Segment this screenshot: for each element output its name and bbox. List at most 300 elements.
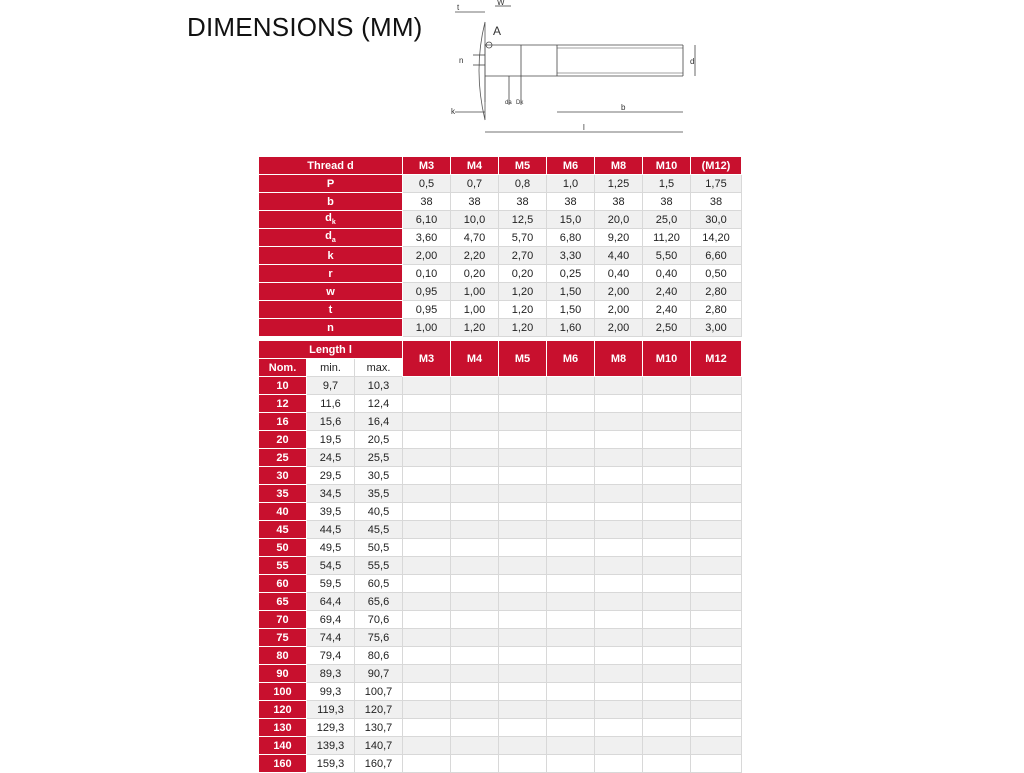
length-size-cell <box>499 485 547 503</box>
spec-value: 1,20 <box>451 319 499 337</box>
length-nominal: 60 <box>259 575 307 593</box>
length-size-cell <box>451 377 499 395</box>
spec-value: 6,10 <box>403 211 451 229</box>
spec-symbol <box>259 301 403 319</box>
length-size-cell <box>451 593 499 611</box>
length-nominal: 40 <box>259 503 307 521</box>
length-size-cell <box>547 377 595 395</box>
length-size-cell <box>691 449 742 467</box>
length-max: 90,7 <box>355 665 403 683</box>
length-size-cell <box>499 503 547 521</box>
spec-header-row <box>259 157 742 175</box>
length-size-cell <box>691 395 742 413</box>
length-size-cell <box>691 719 742 737</box>
length-size-cell <box>643 593 691 611</box>
length-size-cell <box>595 665 643 683</box>
label-dk: Dk <box>516 100 524 106</box>
spec-value: 1,00 <box>451 301 499 319</box>
length-size-cell <box>643 629 691 647</box>
spec-value: 3,00 <box>691 319 742 337</box>
spec-value: 5,70 <box>499 229 547 247</box>
length-max: 120,7 <box>355 701 403 719</box>
length-max: 45,5 <box>355 521 403 539</box>
spec-value: 38 <box>643 193 691 211</box>
length-size-cell <box>547 395 595 413</box>
label-w: W <box>497 0 505 7</box>
length-size-cell <box>499 683 547 701</box>
length-nominal: 160 <box>259 755 307 773</box>
length-nominal: 130 <box>259 719 307 737</box>
length-row <box>259 449 742 467</box>
length-size-cell <box>403 665 451 683</box>
length-nominal: 10 <box>259 377 307 395</box>
min-header: min. <box>307 359 355 377</box>
length-min: 49,5 <box>307 539 355 557</box>
length-size-cell <box>595 611 643 629</box>
length-size-header: M12 <box>691 341 742 377</box>
spec-value: 2,00 <box>403 247 451 265</box>
length-size-cell <box>643 539 691 557</box>
spec-symbol-sub: a <box>331 237 336 245</box>
length-row <box>259 665 742 683</box>
length-size-cell <box>451 737 499 755</box>
length-size-cell <box>643 467 691 485</box>
length-max: 130,7 <box>355 719 403 737</box>
spec-symbol-text: b <box>327 195 334 208</box>
spec-row <box>259 193 742 211</box>
length-row <box>259 485 742 503</box>
length-size-cell <box>499 737 547 755</box>
spec-value: 11,20 <box>643 229 691 247</box>
length-nominal: 12 <box>259 395 307 413</box>
length-max: 40,5 <box>355 503 403 521</box>
length-size-cell <box>499 755 547 773</box>
length-size-cell <box>691 755 742 773</box>
length-size-cell <box>403 611 451 629</box>
length-row <box>259 629 742 647</box>
spec-value: 1,50 <box>547 283 595 301</box>
spec-value: 0,50 <box>691 265 742 283</box>
spec-value: 1,0 <box>547 175 595 193</box>
length-size-cell <box>691 683 742 701</box>
length-nominal: 45 <box>259 521 307 539</box>
length-size-cell <box>499 431 547 449</box>
length-min: 11,6 <box>307 395 355 413</box>
length-max: 75,6 <box>355 629 403 647</box>
length-nominal: 55 <box>259 557 307 575</box>
length-size-cell <box>643 449 691 467</box>
spec-symbol <box>259 283 403 301</box>
length-size-cell <box>595 539 643 557</box>
spec-value: 4,70 <box>451 229 499 247</box>
length-size-cell <box>595 467 643 485</box>
length-size-cell <box>451 521 499 539</box>
spec-value: 2,00 <box>595 319 643 337</box>
spec-value: 0,20 <box>499 265 547 283</box>
length-size-cell <box>403 521 451 539</box>
length-size-cell <box>547 503 595 521</box>
length-size-cell <box>691 665 742 683</box>
length-size-cell <box>547 683 595 701</box>
length-size-cell <box>451 647 499 665</box>
length-size-cell <box>643 485 691 503</box>
spec-value: 0,8 <box>499 175 547 193</box>
length-min: 64,4 <box>307 593 355 611</box>
length-min: 99,3 <box>307 683 355 701</box>
length-min: 159,3 <box>307 755 355 773</box>
length-max: 30,5 <box>355 467 403 485</box>
length-size-cell <box>403 575 451 593</box>
length-size-cell <box>403 647 451 665</box>
length-size-cell <box>403 755 451 773</box>
label-k: k <box>451 107 455 116</box>
spec-value: 0,95 <box>403 301 451 319</box>
length-size-cell <box>595 431 643 449</box>
length-nominal: 16 <box>259 413 307 431</box>
length-row <box>259 539 742 557</box>
length-row <box>259 647 742 665</box>
length-size-cell <box>499 557 547 575</box>
length-nominal: 90 <box>259 665 307 683</box>
length-size-cell <box>499 719 547 737</box>
length-nominal: 35 <box>259 485 307 503</box>
label-b: b <box>621 103 626 112</box>
length-min: 139,3 <box>307 737 355 755</box>
length-size-cell <box>643 503 691 521</box>
spec-value: 0,95 <box>403 283 451 301</box>
spec-value: 1,50 <box>547 301 595 319</box>
spec-symbol-text: P <box>326 177 335 190</box>
length-size-cell <box>595 755 643 773</box>
size-header: M10 <box>643 157 691 175</box>
length-size-cell <box>691 737 742 755</box>
spec-value: 2,80 <box>691 301 742 319</box>
spec-value: 25,0 <box>643 211 691 229</box>
length-size-cell <box>451 485 499 503</box>
length-size-cell <box>451 395 499 413</box>
length-size-cell <box>403 557 451 575</box>
spec-value: 6,80 <box>547 229 595 247</box>
spec-value: 9,20 <box>595 229 643 247</box>
length-nominal: 140 <box>259 737 307 755</box>
length-size-cell <box>691 485 742 503</box>
length-size-cell <box>451 539 499 557</box>
length-size-cell <box>643 665 691 683</box>
length-size-cell <box>691 575 742 593</box>
spec-value: 0,20 <box>451 265 499 283</box>
spec-value: 4,40 <box>595 247 643 265</box>
spec-symbol-text: k <box>327 249 334 262</box>
length-max: 35,5 <box>355 485 403 503</box>
spec-value: 1,60 <box>547 319 595 337</box>
length-min: 19,5 <box>307 431 355 449</box>
length-size-cell <box>595 413 643 431</box>
length-nominal: 120 <box>259 701 307 719</box>
length-size-cell <box>403 431 451 449</box>
length-size-cell <box>547 611 595 629</box>
length-row <box>259 611 742 629</box>
length-size-cell <box>547 701 595 719</box>
length-size-cell <box>595 485 643 503</box>
spec-symbol-text: w <box>326 285 335 298</box>
spec-symbol <box>259 247 403 265</box>
length-size-cell <box>643 575 691 593</box>
length-size-cell <box>499 647 547 665</box>
length-size-cell <box>691 611 742 629</box>
label-n: n <box>459 56 464 65</box>
length-size-cell <box>547 485 595 503</box>
length-size-cell <box>499 593 547 611</box>
length-row <box>259 575 742 593</box>
length-size-cell <box>403 413 451 431</box>
length-row <box>259 395 742 413</box>
spec-value: 2,40 <box>643 301 691 319</box>
length-size-cell <box>499 665 547 683</box>
page-title: DIMENSIONS (MM) <box>187 12 423 42</box>
length-size-cell <box>499 467 547 485</box>
length-min: 129,3 <box>307 719 355 737</box>
spec-value: 1,5 <box>643 175 691 193</box>
spec-value: 1,20 <box>499 301 547 319</box>
spec-symbol <box>259 211 403 229</box>
label-l: l <box>583 123 585 132</box>
spec-value: 15,0 <box>547 211 595 229</box>
length-size-cell <box>643 647 691 665</box>
spec-value: 2,20 <box>451 247 499 265</box>
length-size-cell <box>643 611 691 629</box>
length-row <box>259 683 742 701</box>
length-max: 25,5 <box>355 449 403 467</box>
length-min: 69,4 <box>307 611 355 629</box>
spec-symbol <box>259 319 403 337</box>
length-size-cell <box>547 557 595 575</box>
length-size-cell <box>595 575 643 593</box>
length-size-cell <box>499 413 547 431</box>
length-size-cell <box>547 593 595 611</box>
length-row <box>259 737 742 755</box>
size-header: M5 <box>499 157 547 175</box>
spec-symbol-sub: k <box>331 219 336 227</box>
length-size-cell <box>691 467 742 485</box>
spec-row <box>259 247 742 265</box>
length-size-cell <box>547 629 595 647</box>
length-size-cell <box>403 503 451 521</box>
length-size-cell <box>691 629 742 647</box>
length-size-cell <box>595 737 643 755</box>
length-size-cell <box>403 629 451 647</box>
length-size-cell <box>595 503 643 521</box>
length-size-cell <box>403 737 451 755</box>
length-size-cell <box>595 629 643 647</box>
length-size-cell <box>691 647 742 665</box>
length-size-cell <box>499 377 547 395</box>
length-size-cell <box>499 701 547 719</box>
length-min: 44,5 <box>307 521 355 539</box>
length-nominal: 100 <box>259 683 307 701</box>
length-size-cell <box>403 539 451 557</box>
screw-head-profile <box>479 22 485 120</box>
length-size-cell <box>451 701 499 719</box>
length-row <box>259 377 742 395</box>
length-size-cell <box>451 755 499 773</box>
length-size-cell <box>643 719 691 737</box>
length-max: 55,5 <box>355 557 403 575</box>
spec-value: 1,20 <box>499 319 547 337</box>
spec-value: 2,00 <box>595 301 643 319</box>
length-size-cell <box>595 557 643 575</box>
label-da: da <box>505 100 512 106</box>
length-size-cell <box>451 683 499 701</box>
spec-symbol-text: n <box>327 321 334 334</box>
length-size-cell <box>595 683 643 701</box>
length-size-cell <box>499 395 547 413</box>
length-min: 15,6 <box>307 413 355 431</box>
spec-value: 10,0 <box>451 211 499 229</box>
length-size-cell <box>643 521 691 539</box>
length-size-cell <box>451 503 499 521</box>
spec-value: 0,40 <box>643 265 691 283</box>
length-size-cell <box>451 449 499 467</box>
length-size-cell <box>451 665 499 683</box>
length-size-cell <box>499 611 547 629</box>
length-size-cell <box>595 449 643 467</box>
spec-value: 3,60 <box>403 229 451 247</box>
length-size-cell <box>499 575 547 593</box>
length-min: 24,5 <box>307 449 355 467</box>
length-min: 9,7 <box>307 377 355 395</box>
size-header: M6 <box>547 157 595 175</box>
length-size-cell <box>643 395 691 413</box>
length-size-cell <box>547 665 595 683</box>
length-min: 34,5 <box>307 485 355 503</box>
length-row <box>259 413 742 431</box>
length-size-cell <box>547 647 595 665</box>
length-size-cell <box>547 413 595 431</box>
size-header: M4 <box>451 157 499 175</box>
length-size-cell <box>691 593 742 611</box>
spec-row <box>259 319 742 337</box>
spec-value: 2,80 <box>691 283 742 301</box>
length-size-cell <box>643 737 691 755</box>
length-max: 10,3 <box>355 377 403 395</box>
length-min: 89,3 <box>307 665 355 683</box>
spec-symbol-text: r <box>328 267 333 280</box>
length-nominal: 50 <box>259 539 307 557</box>
spec-value: 6,60 <box>691 247 742 265</box>
length-size-cell <box>499 539 547 557</box>
length-size-cell <box>691 503 742 521</box>
spec-row <box>259 283 742 301</box>
length-max: 160,7 <box>355 755 403 773</box>
spec-value: 38 <box>595 193 643 211</box>
nom-header: Nom. <box>259 359 307 377</box>
length-size-cell <box>403 719 451 737</box>
spec-value: 38 <box>691 193 742 211</box>
spec-symbol-text: d <box>325 212 332 225</box>
spec-row <box>259 229 742 247</box>
length-size-cell <box>643 557 691 575</box>
length-max: 50,5 <box>355 539 403 557</box>
length-row <box>259 467 742 485</box>
length-max: 80,6 <box>355 647 403 665</box>
spec-value: 1,00 <box>451 283 499 301</box>
thread-spec-table <box>258 156 742 337</box>
length-row <box>259 431 742 449</box>
spec-value: 30,0 <box>691 211 742 229</box>
length-min: 74,4 <box>307 629 355 647</box>
spec-value: 3,30 <box>547 247 595 265</box>
length-max: 60,5 <box>355 575 403 593</box>
spec-value: 1,75 <box>691 175 742 193</box>
length-size-cell <box>595 701 643 719</box>
spec-value: 2,40 <box>643 283 691 301</box>
spec-value: 0,25 <box>547 265 595 283</box>
length-size-cell <box>451 611 499 629</box>
length-size-cell <box>547 737 595 755</box>
length-size-cell <box>403 485 451 503</box>
length-size-cell <box>547 449 595 467</box>
spec-value: 0,10 <box>403 265 451 283</box>
spec-row <box>259 301 742 319</box>
spec-value: 1,25 <box>595 175 643 193</box>
length-size-cell <box>595 719 643 737</box>
length-size-cell <box>595 593 643 611</box>
length-size-cell <box>451 629 499 647</box>
length-size-cell <box>547 467 595 485</box>
length-max: 12,4 <box>355 395 403 413</box>
length-nominal: 25 <box>259 449 307 467</box>
length-size-cell <box>451 575 499 593</box>
length-row <box>259 557 742 575</box>
spec-value: 2,70 <box>499 247 547 265</box>
length-size-header: M3 <box>403 341 451 377</box>
length-size-cell <box>499 521 547 539</box>
spec-value: 38 <box>547 193 595 211</box>
spec-value: 2,00 <box>595 283 643 301</box>
length-size-cell <box>595 395 643 413</box>
length-size-cell <box>595 647 643 665</box>
length-size-cell <box>691 557 742 575</box>
length-size-cell <box>403 683 451 701</box>
length-size-cell <box>643 431 691 449</box>
length-size-cell <box>451 413 499 431</box>
size-header: (M12) <box>691 157 742 175</box>
length-size-cell <box>643 683 691 701</box>
length-min: 79,4 <box>307 647 355 665</box>
length-max: 65,6 <box>355 593 403 611</box>
spec-symbol <box>259 229 403 247</box>
length-min: 119,3 <box>307 701 355 719</box>
length-size-cell <box>451 719 499 737</box>
length-row <box>259 593 742 611</box>
length-nominal: 65 <box>259 593 307 611</box>
length-max: 70,6 <box>355 611 403 629</box>
length-size-cell <box>451 431 499 449</box>
length-row <box>259 719 742 737</box>
size-header: M3 <box>403 157 451 175</box>
max-header: max. <box>355 359 403 377</box>
length-size-cell <box>643 377 691 395</box>
length-size-header: M10 <box>643 341 691 377</box>
spec-value: 1,00 <box>403 319 451 337</box>
spec-value: 38 <box>499 193 547 211</box>
length-size-cell <box>691 701 742 719</box>
length-size-header: M6 <box>547 341 595 377</box>
length-nominal: 20 <box>259 431 307 449</box>
length-size-cell <box>547 539 595 557</box>
length-nominal: 30 <box>259 467 307 485</box>
spec-value: 2,50 <box>643 319 691 337</box>
